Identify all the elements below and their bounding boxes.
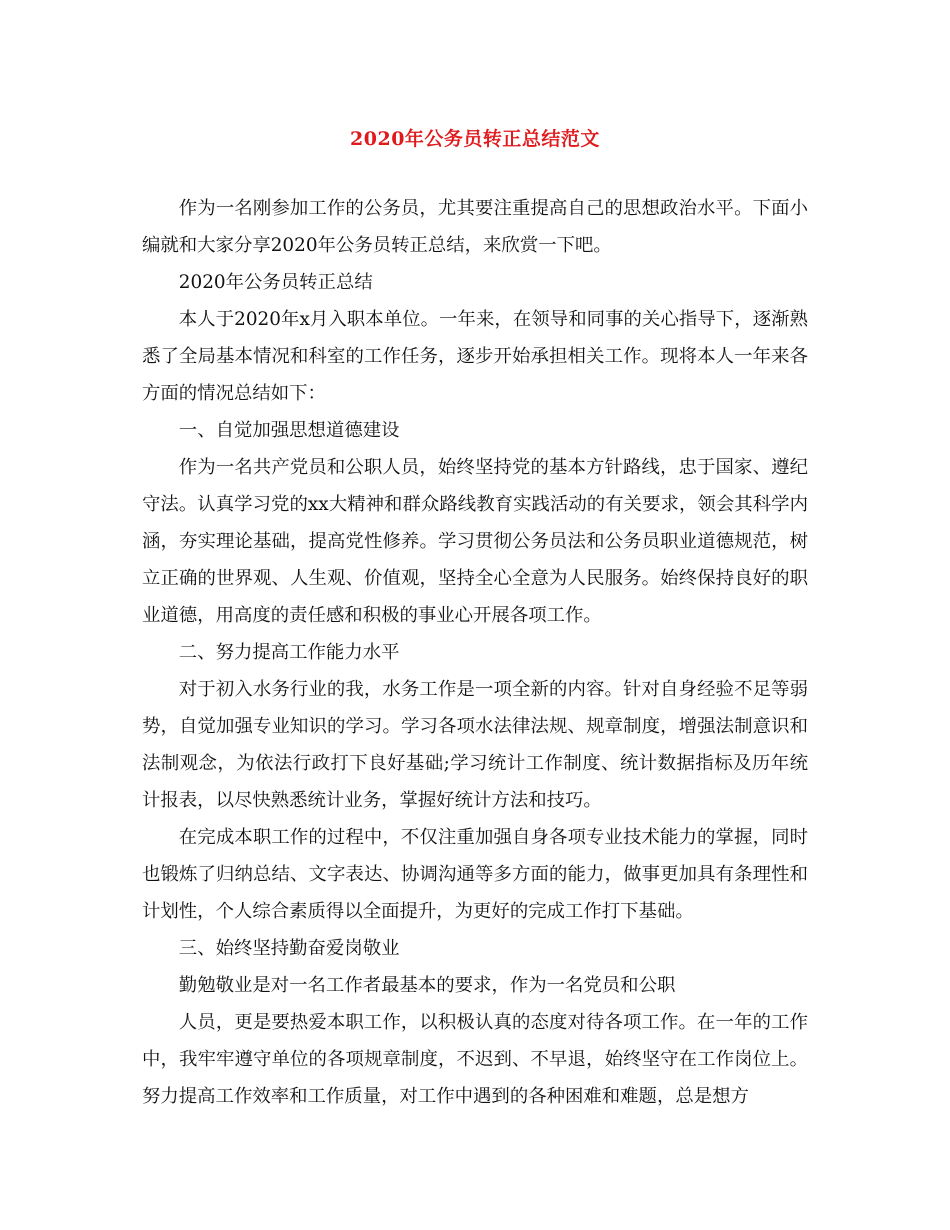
document-title: 2020年公务员转正总结范文 <box>350 128 600 150</box>
section-heading-1: 一、自觉加强思想道德建设 <box>178 420 400 441</box>
paragraph-section-1: 作为一名共产党员和公职人员，始终坚持党的基本方针路线，忠于国家、遵纪守法。认真学习党的xx大精神和群众路线教育实践活动的有关要求，领会其科学内涵，夯实理论基础，提高党性修养。学习贯彻公务员法和公务员职业道德规范，树立正确的世界观、人生观、价值观，坚持全心全意为人民服务。始终保持良好的职业道德，用高度的责任感和积极的事业心开展各项工作。 <box>142 457 808 626</box>
section-heading-2: 二、努力提高工作能力水平 <box>178 642 400 663</box>
document-body <box>142 190 808 1115</box>
paragraph-section-3b: 人员，更是要热爱本职工作，以积极认真的态度对待各项工作。在一年的工作中，我牢牢遵守单位的各项规章制度，不迟到、不早退，始终坚守在工作岗位上。努力提高工作效率和工作质量，对工作中遇到的各种困难和难题，总是想方 <box>142 1012 808 1107</box>
paragraph-overview: 本人于2020年x月入职本单位。一年来，在领导和同事的关心指导下，逐渐熟悉了全局基本情况和科室的工作任务，逐步开始承担相关工作。现将本人一年来各方面的情况总结如下： <box>142 309 808 404</box>
paragraph-section-2a: 对于初入水务行业的我，水务工作是一项全新的内容。针对自身经验不足等弱势，自觉加强专业知识的学习。学习各项水法律法规、规章制度，增强法制意识和法制观念，为依法行政打下良好基础;学习统计工作制度、统计数据指标及历年统计报表，以尽快熟悉统计业务，掌握好统计方法和技巧。 <box>142 679 808 811</box>
paragraph-section-3a: 勤勉敬业是对一名工作者最基本的要求，作为一名党员和公职 <box>178 975 676 996</box>
paragraph-section-2b: 在完成本职工作的过程中，不仅注重加强自身各项专业技术能力的掌握，同时也锻炼了归纳总结、文字表达、协调沟通等多方面的能力，做事更加具有条理性和计划性，个人综合素质得以全面提升，为更好的完成工作打下基础。 <box>142 827 808 922</box>
section-heading-3: 三、始终坚持勤奋爱岗敬业 <box>178 938 400 959</box>
paragraph-intro: 作为一名刚参加工作的公务员，尤其要注重提高自己的思想政治水平。下面小编就和大家分享2020年公务员转正总结，来欣赏一下吧。 <box>142 198 808 256</box>
paragraph-heading-summary: 2020年公务员转正总结 <box>178 272 373 293</box>
